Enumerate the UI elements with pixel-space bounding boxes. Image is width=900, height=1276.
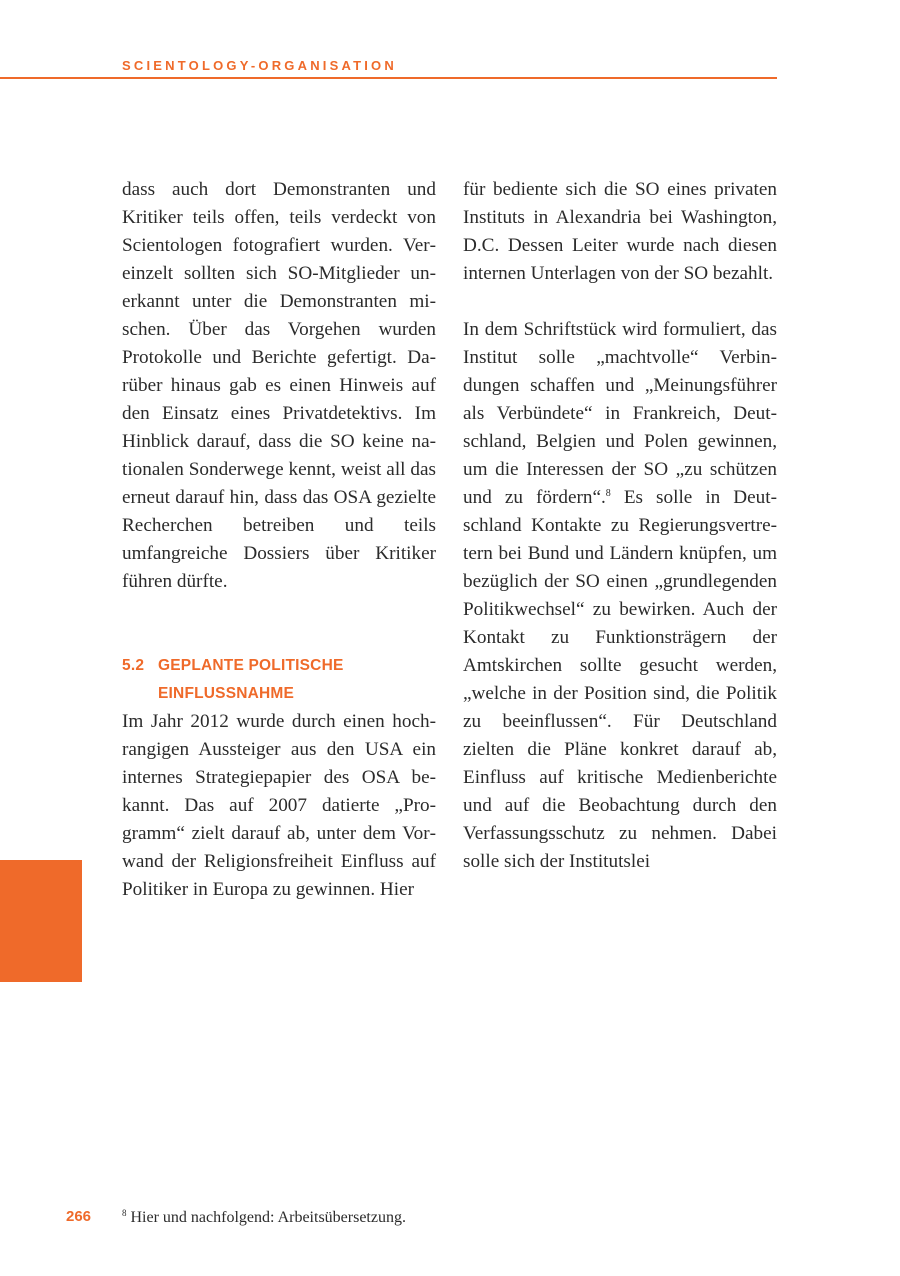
footnote-number: 8 (122, 1208, 127, 1218)
section-number: 5.2 (122, 657, 145, 674)
body-paragraph (463, 316, 777, 876)
footnote-text: Hier und nachfolgend: Arbeitsübersetzung. (126, 1209, 406, 1226)
footnote (122, 1207, 406, 1229)
section-title: GEPLANTE POLITISCHE EINFLUSSNAHME (158, 657, 344, 702)
section-heading (122, 652, 436, 708)
page-number: 266 (66, 1208, 92, 1225)
header-rule (0, 77, 777, 79)
paragraph-text: In dem Schriftstück wird formuliert, das Institut solle „machtvolle“ Verbindungen schaffen und „Meinungsführer als Verbündete“ in Frankreich, Deutschland, Belgien und Polen gewinnen, um die Interessen der SO „zu schützen und zu fördern“. (463, 319, 777, 508)
paragraph-text: Es solle in Deutschland Kontakte zu Regierungsvertretern bei Bund und Ländern knüpfen, um bezüglich der SO einen „grundlegenden Politikwechsel“ zu bewirken. Auch der Kontakt zu Funktionsträgern der Amtskirchen sollte gesucht werden, „welche in der Position sind, die Politik zu beeinflussen“. Für Deutschland zielten die Pläne konkret darauf ab, Einfluss auf kritische Medienberichte und auf die Beobachtung durch den Verfassungsschutz zu nehmen. Dabei solle sich der Institutslei (463, 487, 777, 872)
body-paragraph: dass auch dort Demonstranten und Kritiker teils offen, teils verdeckt von Scientologen fotografiert wurden. Vereinzelt sollten sich SO-Mitglieder unerkannt unter die Demonstranten mischen. Über das Vorgehen wurden Protokolle und Berichte gefertigt. Darüber hinaus gab es einen Hinweis auf den Einsatz eines Privatdetektivs. Im Hinblick darauf, dass die SO keine nationalen Sonderwege kennt, weist all das erneut darauf hin, dass das OSA gezielte Recherchen betreiben und teils umfangreiche Dossiers über Kritiker führen dürfte. (122, 179, 436, 592)
right-column (463, 176, 777, 876)
chapter-side-tab (0, 860, 82, 982)
body-paragraph: für bediente sich die SO eines privaten Instituts in Alexandria bei Washington, D.C. Dessen Leiter wurde nach diesen internen Unterlagen von der SO bezahlt. (463, 179, 777, 284)
left-column (122, 176, 436, 904)
body-paragraph: Im Jahr 2012 wurde durch einen hochrangigen Aussteiger aus den USA ein internes Strategiepapier des OSA bekannt. Das auf 2007 datierte „Programm“ zielt darauf ab, unter dem Vorwand der Religionsfreiheit Einfluss auf Politiker in Europa zu gewinnen. Hier (122, 711, 436, 900)
footnote-reference[interactable]: 8 (605, 488, 611, 499)
running-head-title: SCIENTOLOGY-ORGANISATION (122, 58, 397, 73)
